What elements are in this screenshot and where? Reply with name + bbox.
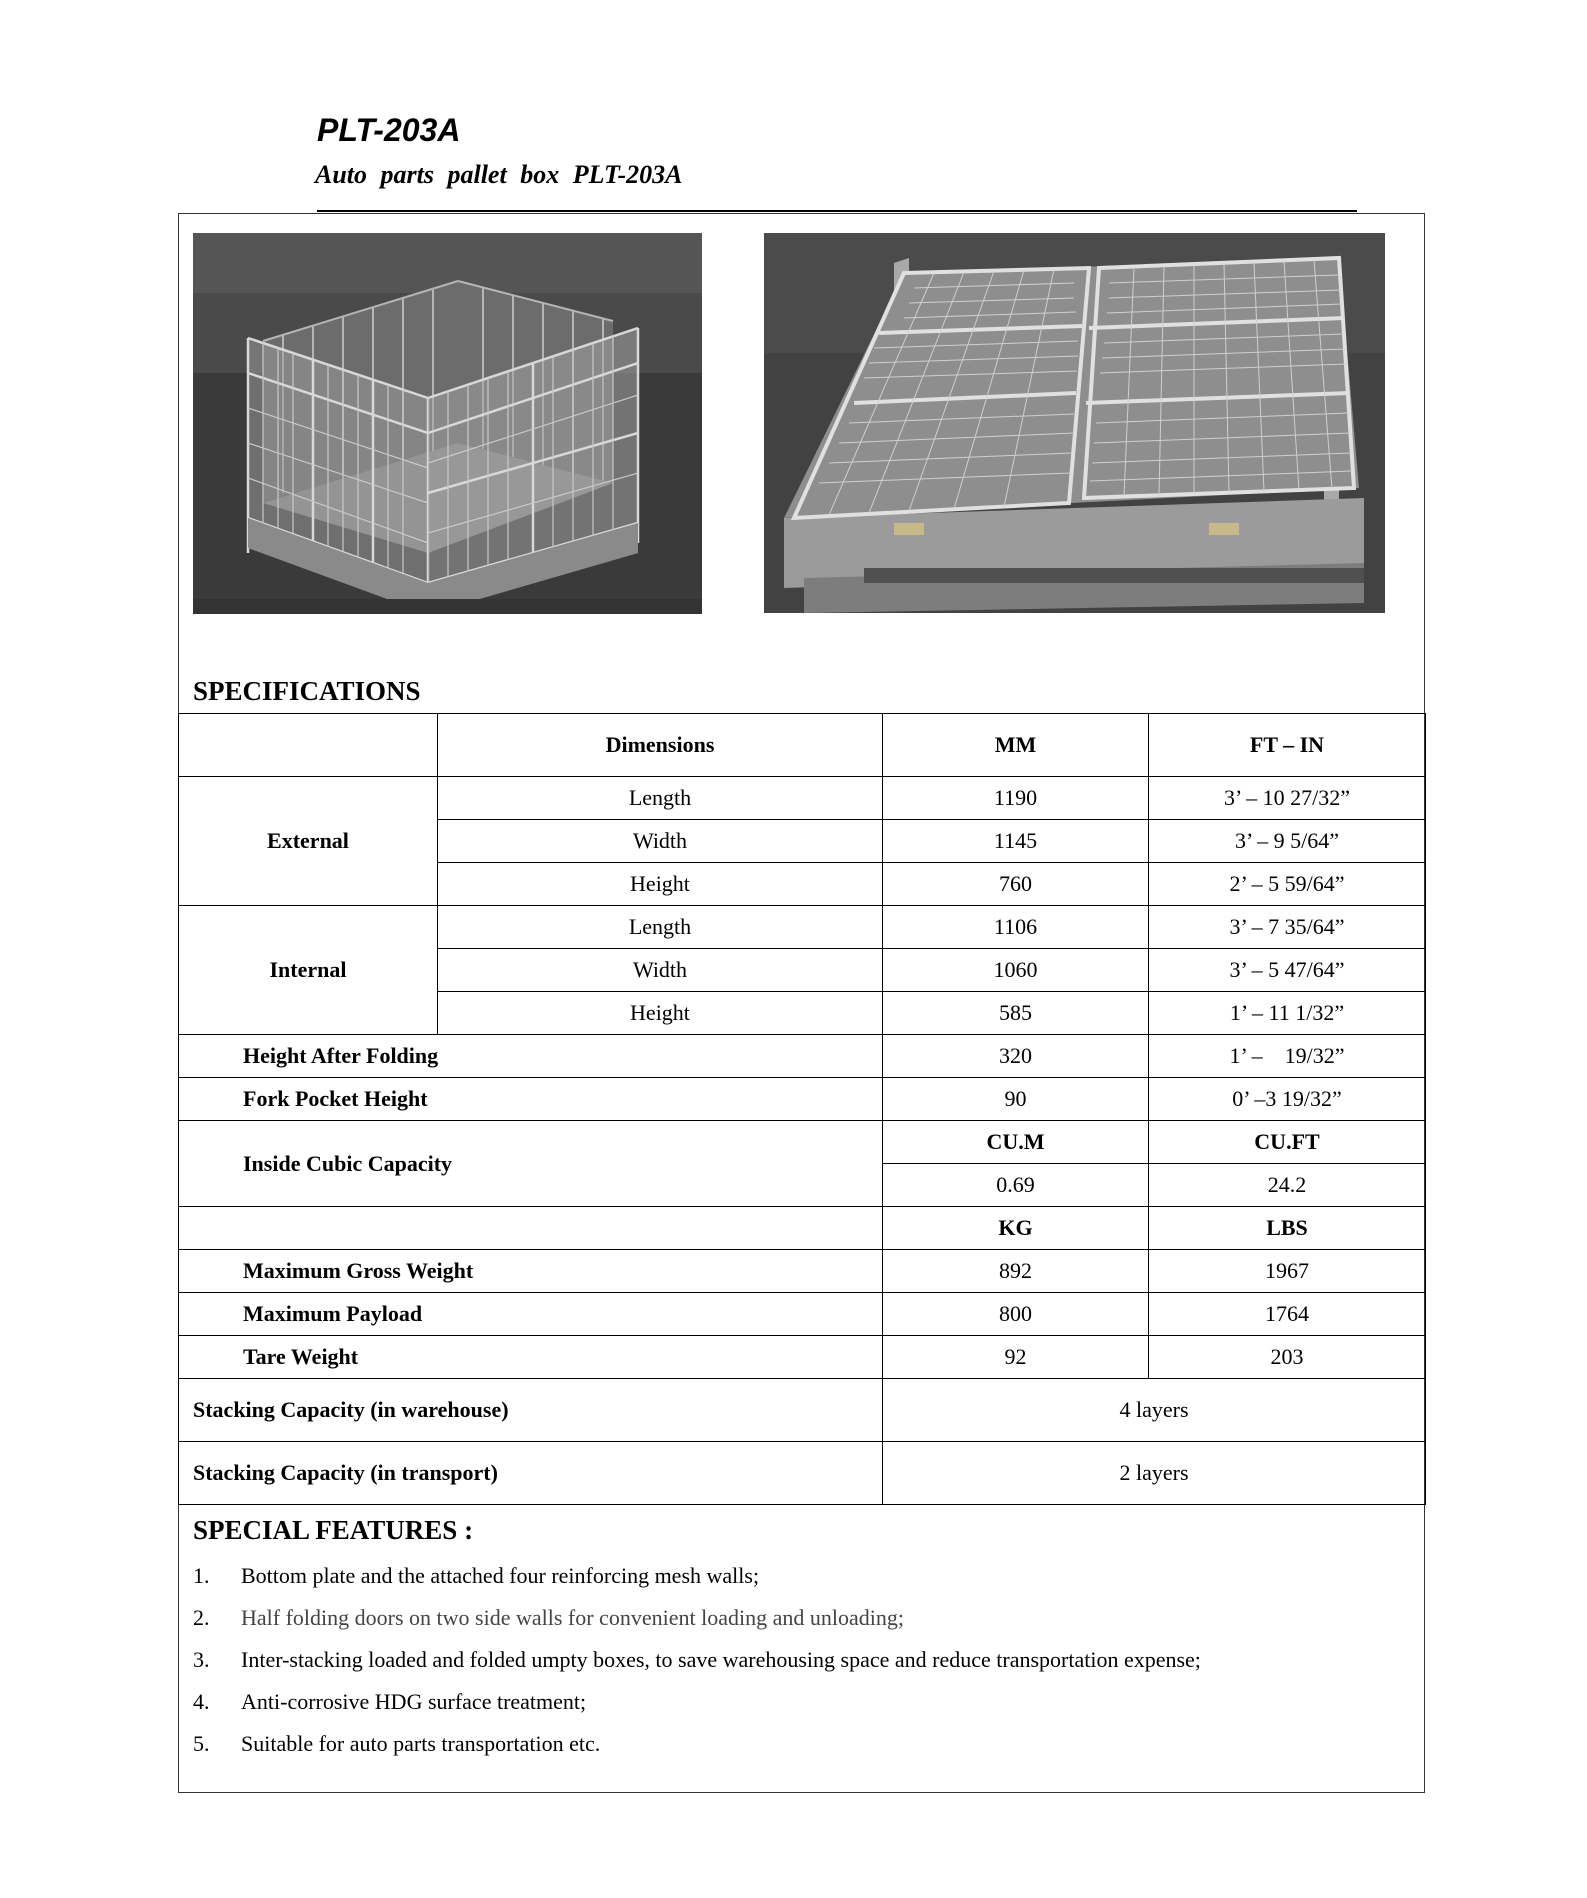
assembled-cage-pallet-photo <box>193 233 702 614</box>
list-number: 1. <box>193 1563 210 1588</box>
stacking-warehouse-label: Stacking Capacity (in warehouse) <box>179 1379 883 1442</box>
mm-column-header: MM <box>883 714 1149 777</box>
table-row <box>179 1078 1426 1121</box>
inside-cubic-capacity-label: Inside Cubic Capacity <box>179 1121 883 1207</box>
table-row <box>179 1293 1426 1336</box>
internal-label: Internal <box>179 906 438 1035</box>
list-number: 5. <box>193 1731 210 1756</box>
ft-in-cell: 0’ –3 19/32” <box>1149 1078 1426 1121</box>
feature-text: Anti-corrosive HDG surface treatment; <box>241 1689 587 1714</box>
list-item <box>193 1723 1201 1765</box>
specifications-table <box>178 713 1426 1505</box>
table-row <box>179 1336 1426 1379</box>
table-row <box>179 1207 1426 1250</box>
feature-text: Inter-stacking loaded and folded umpty boxes, to save warehousing space and reduce transportation expense; <box>241 1647 1201 1672</box>
ft-in-column-header: FT – IN <box>1149 714 1426 777</box>
product-subtitle: Auto parts pallet box PLT-203A <box>315 160 683 189</box>
dimension-cell: Width <box>438 949 883 992</box>
specifications-heading: SPECIFICATIONS <box>193 676 421 706</box>
feature-text: Bottom plate and the attached four reinforcing mesh walls; <box>241 1563 760 1588</box>
tare-weight-label: Tare Weight <box>179 1336 883 1379</box>
table-row <box>179 906 1426 949</box>
ft-in-cell: 2’ – 5 59/64” <box>1149 863 1426 906</box>
list-item <box>193 1597 1201 1639</box>
dimensions-column-header: Dimensions <box>438 714 883 777</box>
feature-text: Suitable for auto parts transportation etc. <box>241 1731 601 1756</box>
cu-m-unit-cell: CU.M <box>883 1121 1149 1164</box>
mm-cell: 1060 <box>883 949 1149 992</box>
list-number: 2. <box>193 1605 210 1630</box>
dimension-cell: Height <box>438 863 883 906</box>
table-row <box>179 1035 1426 1078</box>
lbs-unit-cell: LBS <box>1149 1207 1426 1250</box>
kg-cell: 92 <box>883 1336 1149 1379</box>
feature-text: Half folding doors on two side walls for convenient loading and unloading; <box>241 1605 904 1630</box>
kg-unit-cell: KG <box>883 1207 1149 1250</box>
ft-in-cell: 3’ – 5 47/64” <box>1149 949 1426 992</box>
stacking-warehouse-value: 4 layers <box>883 1379 1426 1442</box>
table-row <box>179 1379 1426 1442</box>
cu-m-value-cell: 0.69 <box>883 1164 1149 1207</box>
height-after-folding-label: Height After Folding <box>179 1035 883 1078</box>
list-number: 3. <box>193 1647 210 1672</box>
cu-ft-unit-cell: CU.FT <box>1149 1121 1426 1164</box>
table-row <box>179 1121 1426 1164</box>
max-gross-weight-label: Maximum Gross Weight <box>179 1250 883 1293</box>
lbs-cell: 1764 <box>1149 1293 1426 1336</box>
empty-weight-label-cell <box>179 1207 883 1250</box>
list-number: 4. <box>193 1689 210 1714</box>
ft-in-cell: 3’ – 9 5/64” <box>1149 820 1426 863</box>
external-label: External <box>179 777 438 906</box>
stacking-transport-value: 2 layers <box>883 1442 1426 1505</box>
mm-cell: 320 <box>883 1035 1149 1078</box>
ft-in-cell: 1’ – 11 1/32” <box>1149 992 1426 1035</box>
mm-cell: 1106 <box>883 906 1149 949</box>
special-features-list <box>193 1555 1201 1765</box>
dimension-cell: Width <box>438 820 883 863</box>
empty-header-cell <box>179 714 438 777</box>
ft-in-cell: 3’ – 10 27/32” <box>1149 777 1426 820</box>
list-item <box>193 1555 1201 1597</box>
table-header-row <box>179 714 1426 777</box>
folded-cage-pallet-photo <box>764 233 1385 613</box>
max-payload-label: Maximum Payload <box>179 1293 883 1336</box>
stacking-transport-label: Stacking Capacity (in transport) <box>179 1442 883 1505</box>
lbs-cell: 203 <box>1149 1336 1426 1379</box>
fork-pocket-height-label: Fork Pocket Height <box>179 1078 883 1121</box>
table-row <box>179 1250 1426 1293</box>
dimension-cell: Height <box>438 992 883 1035</box>
mm-cell: 90 <box>883 1078 1149 1121</box>
mm-cell: 1190 <box>883 777 1149 820</box>
table-row <box>179 1442 1426 1505</box>
special-features-heading: SPECIAL FEATURES : <box>193 1515 474 1545</box>
mm-cell: 760 <box>883 863 1149 906</box>
cu-ft-value-cell: 24.2 <box>1149 1164 1426 1207</box>
kg-cell: 892 <box>883 1250 1149 1293</box>
ft-in-cell: 1’ – 19/32” <box>1149 1035 1426 1078</box>
list-item <box>193 1681 1201 1723</box>
kg-cell: 800 <box>883 1293 1149 1336</box>
list-item <box>193 1639 1201 1681</box>
table-row <box>179 777 1426 820</box>
dimension-cell: Length <box>438 777 883 820</box>
title-rule <box>317 210 1357 212</box>
lbs-cell: 1967 <box>1149 1250 1426 1293</box>
mm-cell: 585 <box>883 992 1149 1035</box>
mm-cell: 1145 <box>883 820 1149 863</box>
dimension-cell: Length <box>438 906 883 949</box>
product-code-title: PLT-203A <box>317 112 461 148</box>
ft-in-cell: 3’ – 7 35/64” <box>1149 906 1426 949</box>
